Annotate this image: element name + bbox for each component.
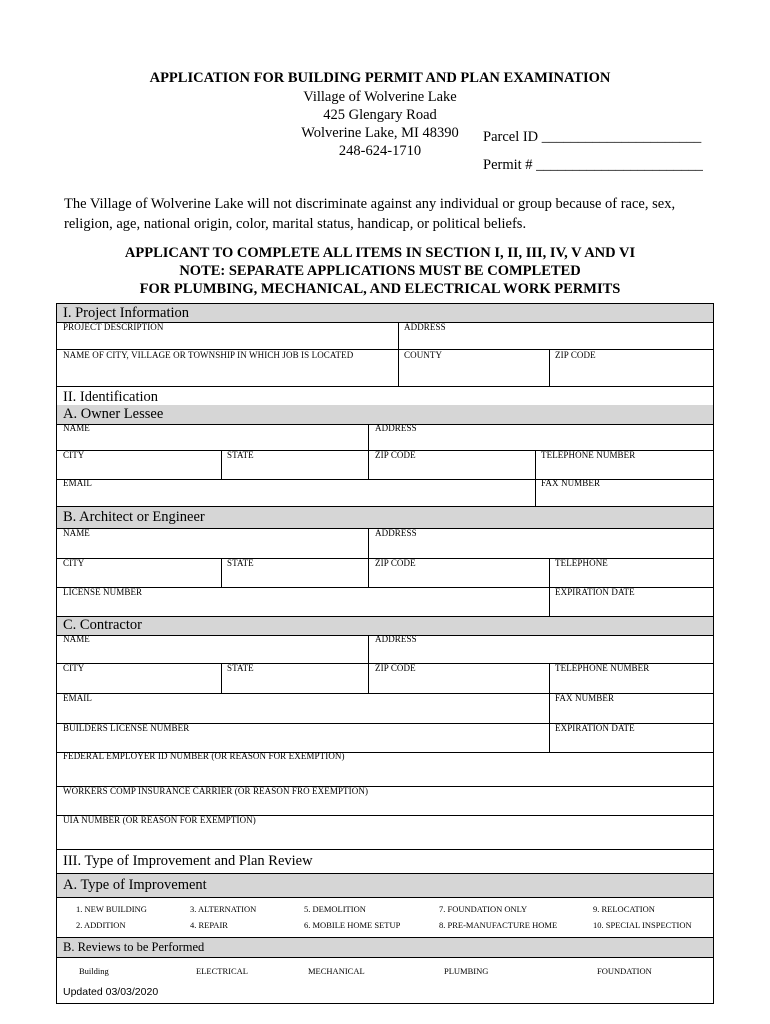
divider — [368, 635, 369, 693]
architect-city-label: CITY — [63, 558, 85, 568]
review-foundation[interactable]: FOUNDATION — [597, 966, 652, 976]
owner-address-label: ADDRESS — [375, 423, 417, 433]
section-1-header: I. Project Information — [57, 304, 713, 322]
section-3-header: III. Type of Improvement and Plan Review — [57, 850, 713, 873]
form-title: APPLICATION FOR BUILDING PERMIT AND PLAN EXAMINATION — [149, 70, 611, 86]
contractor-state-label: STATE — [227, 663, 254, 673]
divider — [398, 322, 399, 386]
divider — [57, 957, 713, 958]
option-pre-manufacture-home[interactable]: 8. PRE-MANUFACTURE HOME — [439, 920, 558, 930]
option-foundation-only[interactable]: 7. FOUNDATION ONLY — [439, 904, 528, 914]
phone-number: 248-624-1710 — [338, 143, 422, 159]
job-location-label: NAME OF CITY, VILLAGE OR TOWNSHIP IN WHICH JOB IS LOCATED — [63, 350, 354, 360]
divider — [221, 450, 222, 479]
divider — [368, 424, 369, 479]
divider — [549, 349, 550, 386]
instruction-line-3: FOR PLUMBING, MECHANICAL, AND ELECTRICAL WORK PERMITS — [139, 281, 621, 297]
contractor-header: C. Contractor — [57, 616, 713, 635]
option-mobile-home-setup[interactable]: 6. MOBILE HOME SETUP — [304, 920, 401, 930]
option-repair[interactable]: 4. REPAIR — [190, 920, 228, 930]
contractor-email-label: EMAIL — [63, 693, 92, 703]
fein-label: FEDERAL EMPLOYER ID NUMBER (OR REASON FOR EXEMPTION) — [63, 751, 345, 761]
instruction-line-1: APPLICANT TO COMPLETE ALL ITEMS IN SECTION I, II, III, IV, V AND VI — [124, 245, 636, 261]
nondiscrimination-notice: The Village of Wolverine Lake will not discriminate against any individual or group because of race, sex, religion, age, national origin, color, marital status, handicap, or political beliefs. — [64, 196, 676, 232]
contractor-address-label: ADDRESS — [375, 634, 417, 644]
uia-label: UIA NUMBER (OR REASON FOR EXEMPTION) — [63, 815, 256, 825]
review-building[interactable]: Building — [79, 966, 109, 976]
divider — [221, 663, 222, 693]
permit-number-field[interactable]: Permit # _______________________ — [483, 157, 703, 173]
workers-comp-label: WORKERS COMP INSURANCE CARRIER (OR REASON FRO EXEMPTION) — [63, 786, 369, 796]
architect-state-label: STATE — [227, 558, 254, 568]
owner-state-label: STATE — [227, 450, 254, 460]
builders-license-label: BUILDERS LICENSE NUMBER — [63, 723, 190, 733]
reviews-header: B. Reviews to be Performed — [57, 938, 713, 957]
option-special-inspection[interactable]: 10. SPECIAL INSPECTION — [593, 920, 692, 930]
instruction-line-2: NOTE: SEPARATE APPLICATIONS MUST BE COMPLETED — [179, 263, 581, 279]
owner-phone-label: TELEPHONE NUMBER — [541, 450, 636, 460]
section-2-header: II. Identification — [57, 387, 713, 405]
project-zip-label: ZIP CODE — [555, 350, 596, 360]
divider — [57, 479, 713, 480]
divider — [57, 506, 713, 507]
architect-license-label: LICENSE NUMBER — [63, 587, 143, 597]
option-addition[interactable]: 2. ADDITION — [76, 920, 126, 930]
project-address-label: ADDRESS — [404, 322, 446, 332]
updated-date: Updated 03/03/2020 — [63, 986, 159, 998]
contractor-expiration-label: EXPIRATION DATE — [555, 723, 635, 733]
architect-name-label: NAME — [63, 528, 90, 538]
architect-zip-label: ZIP CODE — [375, 558, 416, 568]
owner-fax-label: FAX NUMBER — [541, 478, 601, 488]
contractor-fax-label: FAX NUMBER — [555, 693, 615, 703]
city-state-zip: Wolverine Lake, MI 48390 — [301, 125, 459, 141]
owner-city-label: CITY — [63, 450, 85, 460]
divider — [57, 873, 713, 874]
divider — [57, 693, 713, 694]
option-relocation[interactable]: 9. RELOCATION — [593, 904, 655, 914]
review-plumbing[interactable]: PLUMBING — [444, 966, 489, 976]
architect-header: B. Architect or Engineer — [57, 506, 713, 528]
project-description-label: PROJECT DESCRIPTION — [63, 322, 164, 332]
divider — [57, 616, 713, 617]
owner-email-label: EMAIL — [63, 478, 92, 488]
owner-zip-label: ZIP CODE — [375, 450, 416, 460]
option-new-building[interactable]: 1. NEW BUILDING — [76, 904, 147, 914]
contractor-phone-label: TELEPHONE NUMBER — [555, 663, 650, 673]
contractor-city-label: CITY — [63, 663, 85, 673]
contractor-name-label: NAME — [63, 634, 90, 644]
divider — [221, 558, 222, 587]
village-name: Village of Wolverine Lake — [303, 89, 457, 105]
option-demolition[interactable]: 5. DEMOLITION — [304, 904, 366, 914]
architect-phone-label: TELEPHONE — [555, 558, 608, 568]
county-label: COUNTY — [404, 350, 443, 360]
divider — [535, 450, 536, 506]
divider — [57, 897, 713, 898]
review-mechanical[interactable]: MECHANICAL — [308, 966, 365, 976]
street-address: 425 Glengary Road — [323, 107, 437, 123]
owner-header: A. Owner Lessee — [57, 405, 713, 424]
divider — [549, 663, 550, 752]
parcel-id-field[interactable]: Parcel ID ______________________ — [483, 129, 702, 145]
architect-expiration-label: EXPIRATION DATE — [555, 587, 635, 597]
option-alternation[interactable]: 3. ALTERNATION — [190, 904, 257, 914]
contractor-zip-label: ZIP CODE — [375, 663, 416, 673]
type-of-improvement-header: A. Type of Improvement — [57, 873, 713, 897]
permit-form — [56, 303, 714, 1004]
review-electrical[interactable]: ELECTRICAL — [196, 966, 248, 976]
owner-name-label: NAME — [63, 423, 90, 433]
architect-address-label: ADDRESS — [375, 528, 417, 538]
